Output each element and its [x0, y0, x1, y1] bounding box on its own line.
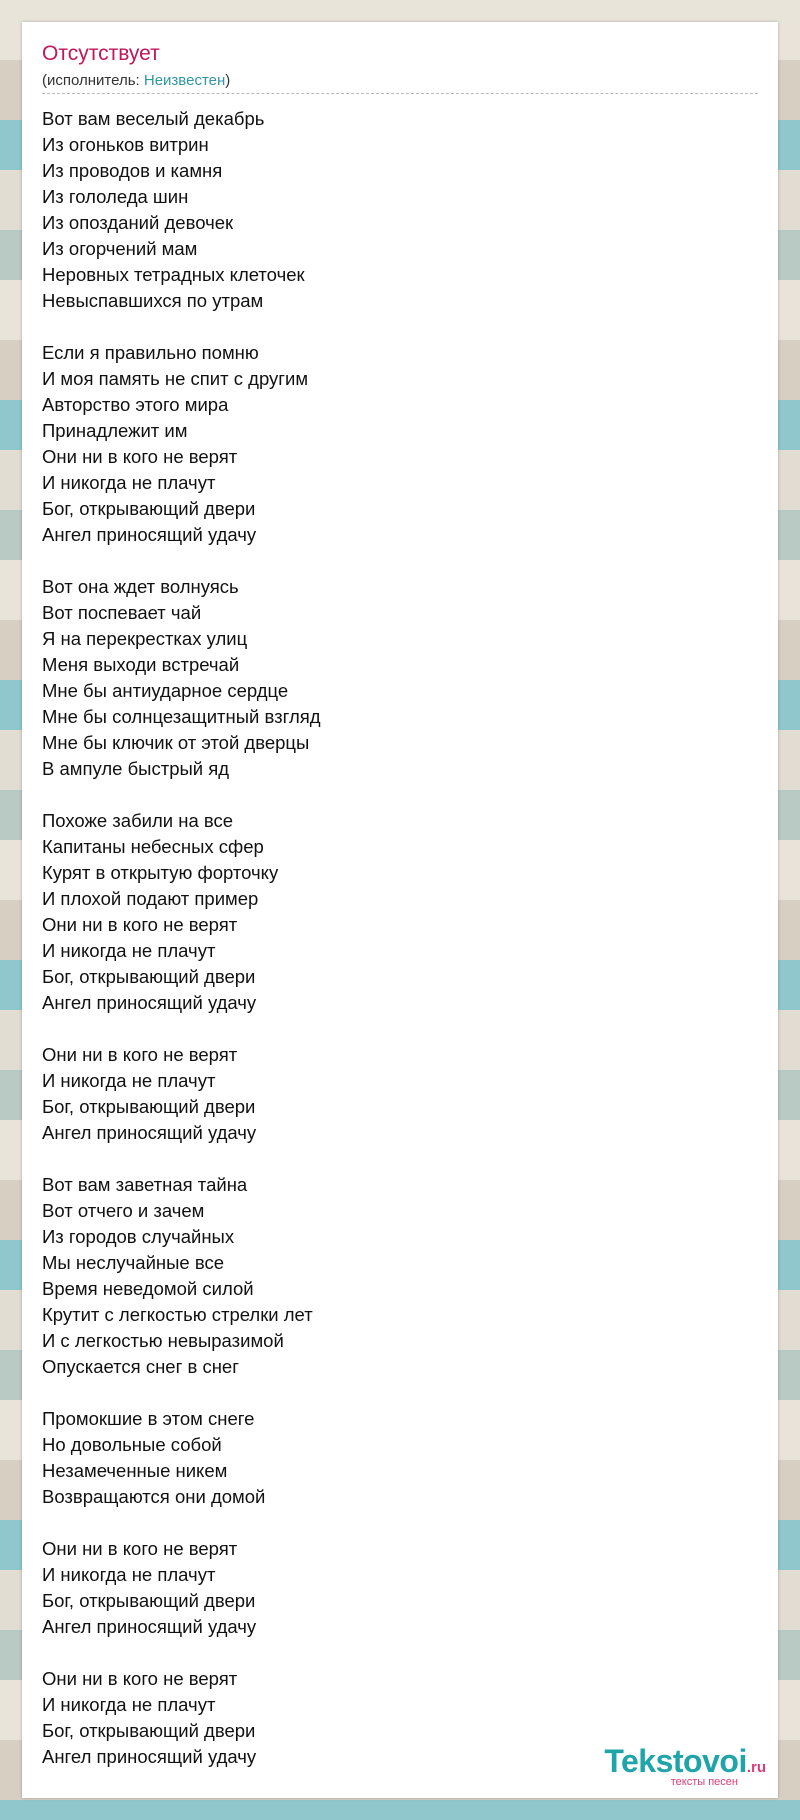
lyrics-line: Из проводов и камня — [42, 160, 223, 181]
lyrics-line: Капитаны небесных сфер — [42, 836, 264, 857]
lyrics-line: Курят в открытую форточку — [42, 862, 279, 883]
lyrics-line: Они ни в кого не верят — [42, 1538, 238, 1559]
lyrics-line: Промокшие в этом снеге — [42, 1408, 255, 1429]
lyrics-stanza — [42, 1536, 742, 1640]
artist-prefix: (исполнитель: — [42, 72, 144, 89]
lyrics-line: И моя память не спит с другим — [42, 368, 309, 389]
lyrics-card — [22, 22, 778, 1798]
logo-tagline: тексты песен — [670, 1776, 738, 1788]
lyrics-line: Они ни в кого не верят — [42, 914, 238, 935]
lyrics-line: Но довольные собой — [42, 1434, 222, 1455]
lyrics-line: И никогда не плачут — [42, 1694, 216, 1715]
lyrics-line: Бог, открывающий двери — [42, 966, 256, 987]
lyrics-line: Бог, открывающий двери — [42, 498, 256, 519]
lyrics-line: И никогда не плачут — [42, 940, 216, 961]
song-title: Отсутствует — [42, 42, 160, 65]
lyrics-line: Они ни в кого не верят — [42, 446, 238, 467]
lyrics-line: И никогда не плачут — [42, 1564, 216, 1585]
logo-name: Tekstovoi — [604, 1743, 747, 1779]
lyrics-line: Я на перекрестках улиц — [42, 628, 248, 649]
lyrics-line: Возвращаются они домой — [42, 1486, 266, 1507]
artist-line — [42, 72, 230, 89]
lyrics-line: Ангел приносящий удачу — [42, 524, 257, 545]
lyrics-line: Вот вам заветная тайна — [42, 1174, 248, 1195]
lyrics-line: Из огоньков витрин — [42, 134, 209, 155]
lyrics-line: И никогда не плачут — [42, 472, 216, 493]
lyrics-line: Авторство этого мира — [42, 394, 229, 415]
lyrics-line: Мне бы солнцезащитный взгляд — [42, 706, 321, 727]
lyrics-line: Ангел приносящий удачу — [42, 992, 257, 1013]
site-logo[interactable] — [604, 1743, 766, 1788]
lyrics-stanza — [42, 808, 742, 1016]
logo-tld: .ru — [746, 1759, 766, 1776]
lyrics-line: Мне бы антиударное сердце — [42, 680, 289, 701]
lyrics-line: Неровных тетрадных клеточек — [42, 264, 305, 285]
lyrics-line: Вот отчего и зачем — [42, 1200, 205, 1221]
lyrics-line: Из городов случайных — [42, 1226, 235, 1247]
lyrics-line: Бог, открывающий двери — [42, 1720, 256, 1741]
lyrics-line: И никогда не плачут — [42, 1070, 216, 1091]
lyrics-line: Мы неслучайные все — [42, 1252, 225, 1273]
lyrics-stanza — [42, 106, 742, 314]
lyrics-line: Крутит с легкостью стрелки лет — [42, 1304, 313, 1325]
lyrics-line: Вот вам веселый декабрь — [42, 108, 265, 129]
lyrics-line: Время неведомой силой — [42, 1278, 254, 1299]
lyrics-line: Ангел приносящий удачу — [42, 1746, 257, 1767]
lyrics-line: Из опозданий девочек — [42, 212, 234, 233]
lyrics-line: Мне бы ключик от этой дверцы — [42, 732, 310, 753]
lyrics-line: Вот она ждет волнуясь — [42, 576, 239, 597]
lyrics-line: И с легкостью невыразимой — [42, 1330, 284, 1351]
lyrics-line: Незамеченные никем — [42, 1460, 228, 1481]
lyrics-line: Они ни в кого не верят — [42, 1044, 238, 1065]
lyrics-line: Если я правильно помню — [42, 342, 259, 363]
lyrics-line: И плохой подают пример — [42, 888, 259, 909]
lyrics-body — [42, 106, 742, 1796]
divider — [42, 93, 758, 94]
lyrics-line: Бог, открывающий двери — [42, 1590, 256, 1611]
lyrics-line: Невыспавшихся по утрам — [42, 290, 264, 311]
lyrics-line: Из гололеда шин — [42, 186, 189, 207]
lyrics-stanza — [42, 1406, 742, 1510]
lyrics-line: Из огорчений мам — [42, 238, 198, 259]
lyrics-stanza — [42, 1042, 742, 1146]
lyrics-line: В ампуле быстрый яд — [42, 758, 230, 779]
lyrics-line: Они ни в кого не верят — [42, 1668, 238, 1689]
lyrics-line: Вот поспевает чай — [42, 602, 202, 623]
lyrics-stanza — [42, 574, 742, 782]
lyrics-line: Ангел приносящий удачу — [42, 1616, 257, 1637]
lyrics-line: Похоже забили на все — [42, 810, 234, 831]
artist-link[interactable]: Неизвестен — [143, 72, 226, 89]
lyrics-line: Принадлежит им — [42, 420, 188, 441]
lyrics-line: Бог, открывающий двери — [42, 1096, 256, 1117]
lyrics-line: Опускается снег в снег — [42, 1356, 239, 1377]
lyrics-line: Меня выходи встречай — [42, 654, 240, 675]
lyrics-stanza — [42, 1172, 742, 1380]
lyrics-stanza — [42, 340, 742, 548]
artist-suffix: ) — [225, 72, 231, 89]
lyrics-line: Ангел приносящий удачу — [42, 1122, 257, 1143]
